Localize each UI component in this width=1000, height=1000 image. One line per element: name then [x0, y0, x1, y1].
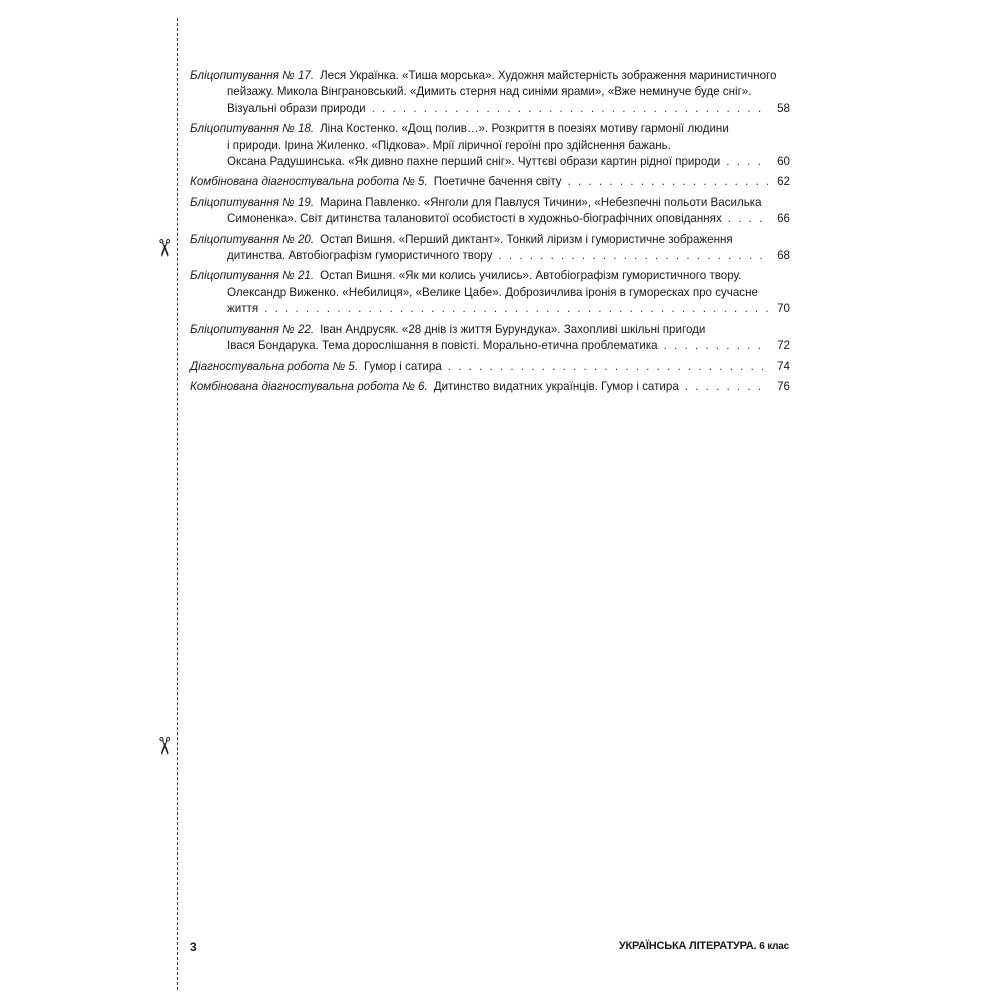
toc-entry-text: Іван Андрусяк. «28 днів із життя Бурундука». Захопливі шкільні пригоди: [320, 322, 706, 336]
toc-page-number: 70: [777, 302, 790, 316]
toc-leader-dots: [568, 174, 768, 190]
toc-entry-text: пейзажу. Микола Вінграновський. «Димить стерня над синіми ярами», «Вже неминуче буде сніг».: [227, 85, 752, 99]
toc-page-number: 72: [777, 339, 790, 353]
book-title: УКРАЇНСЬКА ЛІТЕРАТУРА.: [618, 940, 757, 952]
toc-entry-line: [190, 195, 790, 211]
toc-leader-dots: [372, 101, 768, 117]
toc-entry-text: Дитинство видатних українців. Гумор і сатира: [433, 379, 679, 393]
toc-entry-lead: Бліцопитування № 18.: [190, 122, 315, 136]
toc-page-number: 76: [777, 379, 790, 393]
toc-entry-line: [190, 121, 790, 137]
toc-entry-line: [190, 154, 790, 170]
toc-entry-lead: Бліцопитування № 20.: [190, 232, 315, 246]
toc-leader-dots: [726, 154, 768, 170]
toc-entry-text: Остап Вишня. «Як ми колись учились». Автобіографізм гумористичного твору.: [320, 269, 742, 283]
toc-entry: [190, 174, 790, 190]
toc-entry-text: Візуальні образи природи: [227, 101, 366, 115]
toc-entry-lead: Бліцопитування № 21.: [190, 269, 315, 283]
toc-entry-line: [190, 68, 790, 84]
toc-entry: [190, 195, 790, 228]
toc-entry: [190, 379, 790, 395]
toc-entry-lead: Комбінована діагностувальна робота № 5.: [190, 175, 428, 189]
toc-entry-text: Оксана Радушинська. «Як дивно пахне перший сніг». Чуттєві образи картин рідної природи: [227, 155, 721, 169]
toc-leader-dots: [685, 379, 768, 395]
toc-entry-lead: Бліцопитування № 17.: [190, 69, 315, 82]
toc-entry-text: Івася Бондарука. Тема дорослішання в повісті. Морально-етична проблематика: [227, 339, 658, 353]
toc-page-number: 58: [777, 101, 790, 115]
toc-entry-line: [190, 301, 790, 317]
toc-entry-text: Леся Українка. «Тиша морська». Художня майстерність зображення маринистичного: [320, 69, 777, 82]
toc-leader-dots: [448, 359, 768, 375]
toc-entry-lead: Бліцопитування № 22.: [190, 322, 315, 336]
toc-entry-text: життя: [227, 302, 259, 316]
toc-entry-lead: Комбінована діагностувальна робота № 6.: [190, 379, 428, 393]
toc-entry-line: [190, 138, 790, 154]
toc-entry: [190, 359, 790, 375]
toc-page-number: 66: [777, 212, 790, 226]
toc-entry: [190, 268, 790, 317]
toc-entry-line: [190, 322, 790, 338]
toc-entry-text: Поетичне бачення світу: [433, 175, 562, 189]
toc-entry-text: Симоненка». Світ дитинства талановитої особистості в художньо-біографічних оповіданнях: [227, 212, 722, 226]
page-number: 3: [190, 940, 197, 954]
toc-entry-line: [190, 248, 790, 264]
toc-entry: [190, 232, 790, 265]
scissors-icon: ✂: [151, 235, 177, 261]
toc-leader-dots: [728, 211, 768, 227]
toc-entry-text: дитинства. Автобіографізм гумористичного твору: [227, 249, 493, 263]
book-grade: 6 клас: [759, 941, 789, 952]
running-footer-title: [619, 940, 789, 952]
toc-leader-dots: [264, 301, 768, 317]
toc-entry-line: [190, 211, 790, 227]
toc-entry-line: [190, 84, 790, 100]
toc-entry-text: Гумор і сатира: [364, 359, 442, 373]
toc-entry: [190, 68, 790, 117]
cut-line: [177, 18, 178, 990]
toc-leader-dots: [498, 248, 768, 264]
toc-entry-text: Ліна Костенко. «Дощ полив…». Розкриття в поезіях мотиву гармонії людини: [320, 122, 729, 136]
scissors-icon: ✂: [151, 733, 177, 759]
toc-page-number: 62: [777, 175, 790, 189]
toc-page-number: 68: [777, 249, 790, 263]
toc-entry-lead: Бліцопитування № 19.: [190, 195, 315, 209]
toc-entry-line: [190, 338, 790, 354]
table-of-contents: [190, 68, 790, 399]
toc-entry: [190, 322, 790, 355]
toc-entry-lead: Діагностувальна робота № 5.: [190, 359, 359, 373]
toc-entry-line: [190, 285, 790, 301]
toc-page-number: 74: [777, 359, 790, 373]
toc-entry-line: [190, 232, 790, 248]
toc-entry-text: Марина Павленко. «Янголи для Павлуся Тичини», «Небезпечні польоти Василька: [320, 195, 762, 209]
toc-entry-text: Остап Вишня. «Перший диктант». Тонкий ліризм і гумористичне зображення: [320, 232, 733, 246]
toc-entry-text: Олександр Виженко. «Небилиця», «Велике Цабе». Доброзичлива іронія в гуморесках про сучасне: [227, 285, 758, 299]
toc-entry: [190, 121, 790, 170]
toc-page-number: 60: [777, 155, 790, 169]
toc-entry-text: і природи. Ірина Жиленко. «Підкова». Мрії ліричної героїні про здійснення бажань.: [227, 138, 671, 152]
toc-entry-line: [190, 174, 790, 190]
toc-leader-dots: [664, 338, 768, 354]
toc-entry-line: [190, 268, 790, 284]
toc-entry-line: [190, 101, 790, 117]
toc-entry-line: [190, 379, 790, 395]
toc-entry-line: [190, 359, 790, 375]
